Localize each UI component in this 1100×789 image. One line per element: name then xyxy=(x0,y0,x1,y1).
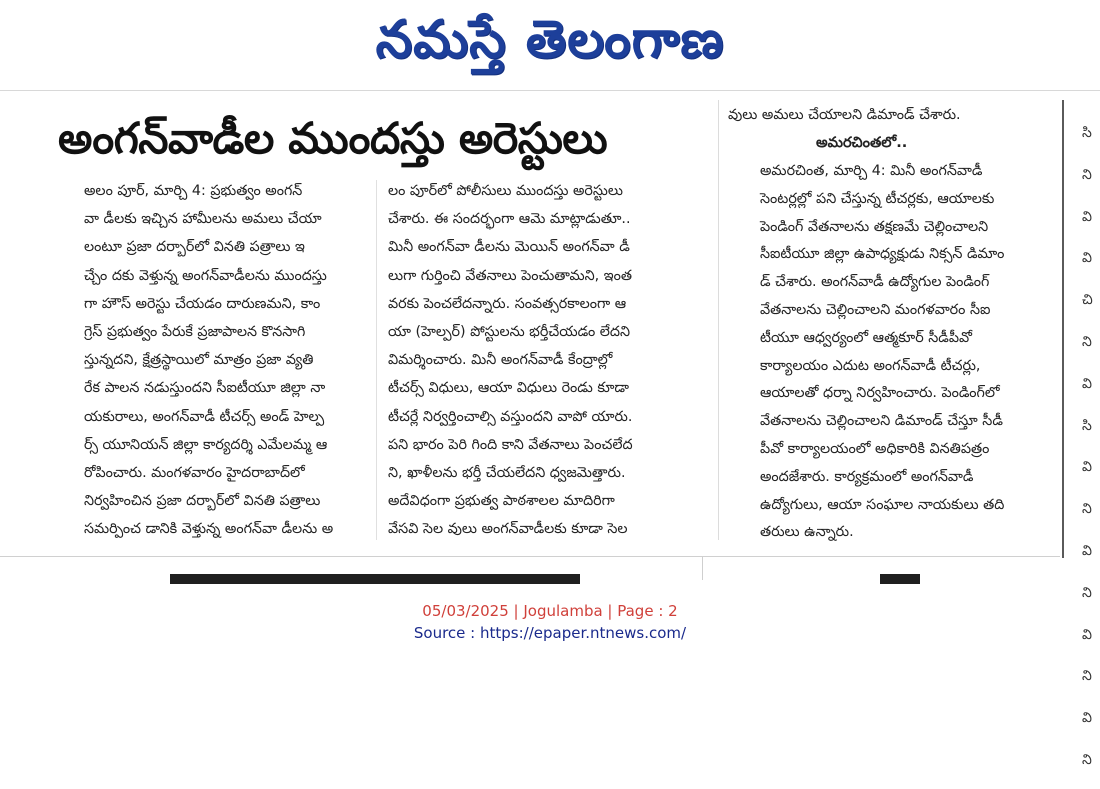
clipping-footer xyxy=(0,600,1100,644)
text-line: నిర్వహించిన ప్రజా దర్బార్‌లో వినతి పత్రాలు xyxy=(84,493,321,510)
text-line: అమరచింత, మార్చి 4: మినీ అంగన్‌వాడీ xyxy=(760,163,983,179)
text-line: వి xyxy=(1082,710,1092,727)
text-line: లంటూ ప్రజా దర్బార్‌లో వినతి పత్రాలు ఇ xyxy=(84,239,305,256)
text-line: పని భారం పెరి గింది కాని వేతనాలు పెంచలేద xyxy=(388,436,633,453)
bottom-divider xyxy=(0,556,1060,557)
text-line: తరులు ఉన్నారు. xyxy=(760,524,854,541)
text-line: మినీ అంగన్‌వా డీలను మెయిన్ అంగన్‌వా డీ xyxy=(388,239,630,256)
text-line: సీఐటీయూ జిల్లా ఉపాధ్యక్షుడు నిక్సన్ డిమాం xyxy=(760,246,1005,263)
text-line: చేశారు. ఈ సందర్భంగా ఆమె మాట్లాడుతూ.. xyxy=(388,211,631,228)
column-divider xyxy=(376,180,377,540)
text-line: యకురాలు, అంగన్‌వాడీ టీచర్స్ అండ్ హెల్ప xyxy=(84,408,325,425)
text-line: యా (హెల్పర్) పోస్టులను భర్తీచేయడం లేదని xyxy=(388,324,631,341)
page-edge-rule xyxy=(1062,100,1064,558)
article-column-2 xyxy=(388,177,706,544)
newspaper-logo: నమస్తే తెలంగాణ xyxy=(375,10,725,70)
text-line: వి xyxy=(1082,459,1092,476)
edition-info: 05/03/2025 | Jogulamba | Page : 2 xyxy=(422,602,678,620)
text-line: పెండింగ్ వేతనాలను తక్షణమే చెల్లించాలని xyxy=(760,218,989,235)
text-line: ని xyxy=(1082,333,1092,350)
text-line: ఆయాలతో ధర్నా నిర్వహించారు. పెండింగ్‌లో xyxy=(760,385,1000,402)
text-line: వి xyxy=(1082,542,1092,559)
text-line: లం పూర్‌లో పోలీసులు ముందస్తు అరెస్టులు xyxy=(388,183,623,199)
masthead xyxy=(0,0,1100,82)
source-link[interactable]: Source : https://epaper.ntnews.com/ xyxy=(413,624,687,642)
text-line: వేతనాలను చెల్లించాలని డిమాండ్ చేస్తూ సీడీ xyxy=(760,413,1003,430)
text-line: గ్రెస్ ప్రభుత్వం పేరుకే ప్రజాపాలన కొనసాగి xyxy=(84,324,306,341)
article-headline: అంగన్‌వాడీల ముందస్తు అరెస్టులు xyxy=(58,114,608,164)
text-line: పీవో కార్యాలయంలో అధికారికి వినతిపత్రం xyxy=(760,440,990,457)
column-divider xyxy=(718,100,719,540)
text-line: చి xyxy=(1082,292,1093,309)
text-line: విమర్శించారు. మినీ అంగన్‌వాడీ కేంద్రాల్లో xyxy=(388,352,613,369)
text-line: ని xyxy=(1082,751,1092,768)
column-3-carryover: వులు అమలు చేయాలని డిమాండ్ చేశారు. xyxy=(728,107,961,123)
text-line: కార్యాలయం ఎదుట అంగన్‌వాడీ టీచర్లు, xyxy=(760,357,981,374)
text-line: స్తున్నదని, క్షేత్రస్థాయిలో మాత్రం ప్రజా వ్యతి xyxy=(84,352,314,369)
text-line: వేసవి సెల వులు అంగన్‌వాడీలకు కూడా సెల xyxy=(388,521,628,538)
text-line: చ్చేం దకు వెళ్తున్న అంగన్‌వాడీలను ముందస్తు xyxy=(84,267,327,284)
text-line: గా హౌస్ అరెస్టు చేయడం దారుణమని, కాం xyxy=(84,295,321,312)
article-column-1 xyxy=(84,177,368,544)
text-line: సి xyxy=(1082,125,1092,141)
text-line: సి xyxy=(1082,417,1092,434)
cropped-next-headline xyxy=(880,574,920,584)
text-line: ని, ఖాళీలను భర్తీ చేయలేదని ధ్వజమెత్తారు. xyxy=(388,465,626,482)
text-line: వి xyxy=(1082,626,1092,643)
text-line: వి xyxy=(1082,208,1092,225)
text-line: టీయూ ఆధ్వర్యంలో ఆత్మకూర్ సీడీపీవో xyxy=(760,329,972,346)
text-line: ర్స్ యూనియన్ జిల్లా కార్యదర్శి ఎమేలమ్మ ఆ xyxy=(84,436,328,453)
text-line: సమర్పించ డానికి వెళ్తున్న అంగన్‌వా డీలను అ xyxy=(84,521,334,538)
cropped-next-headline xyxy=(170,574,580,584)
text-line: టీచర్లే నిర్వర్తించాల్సి వస్తుందని వాపో యారు. xyxy=(388,408,633,425)
text-line: రేక పాలన నడుస్తుందని సీఐటీయూ జిల్లా నా xyxy=(84,380,326,397)
text-line: ని xyxy=(1082,166,1092,183)
column-3-subheading: అమరచింతలో.. xyxy=(816,135,908,151)
text-line: అదేవిధంగా ప్రభుత్వ పాఠశాలల మాదిరిగా xyxy=(388,493,615,510)
text-line: రోపించారు. మంగళవారం హైదరాబాద్‌లో xyxy=(84,465,305,482)
text-line: డ్ చేశారు. అంగన్‌వాడీ ఉద్యోగుల పెండింగ్ xyxy=(760,274,990,291)
text-line: అందజేశారు. కార్యక్రమంలో అంగన్‌వాడీ xyxy=(760,468,974,485)
text-line: వి xyxy=(1082,250,1092,267)
text-line: అలం పూర్, మార్చి 4: ప్రభుత్వం అంగన్ xyxy=(84,183,303,199)
text-line: ని xyxy=(1082,668,1092,685)
cropped-adjacent-column xyxy=(1082,106,1100,789)
masthead-divider xyxy=(0,90,1100,91)
text-line: వరకు పెంచలేదన్నారు. సంవత్సరకాలంగా ఆ xyxy=(388,295,627,312)
text-line: వి xyxy=(1082,375,1092,392)
text-line: సెంటర్లల్లో పని చేస్తున్న టీచర్లకు, ఆయాలకు xyxy=(760,190,995,207)
text-line: వేతనాలను చెల్లించాలని మంగళవారం సీఐ xyxy=(760,301,991,318)
text-line: టీచర్స్ విధులు, ఆయా విధులు రెండు కూడా xyxy=(388,380,629,397)
text-line: వా డీలకు ఇచ్చిన హామీలను అమలు చేయా xyxy=(84,211,322,228)
text-line: లుగా గుర్తించి వేతనాలు పెంచుతామని, ఇంత xyxy=(388,267,632,284)
bottom-column-divider xyxy=(702,556,703,580)
article-column-3 xyxy=(760,158,1040,547)
text-line: ఉద్యోగులు, ఆయా సంఘాల నాయకులు తది xyxy=(760,496,1005,513)
text-line: ని xyxy=(1082,501,1092,518)
text-line: ని xyxy=(1082,584,1092,601)
